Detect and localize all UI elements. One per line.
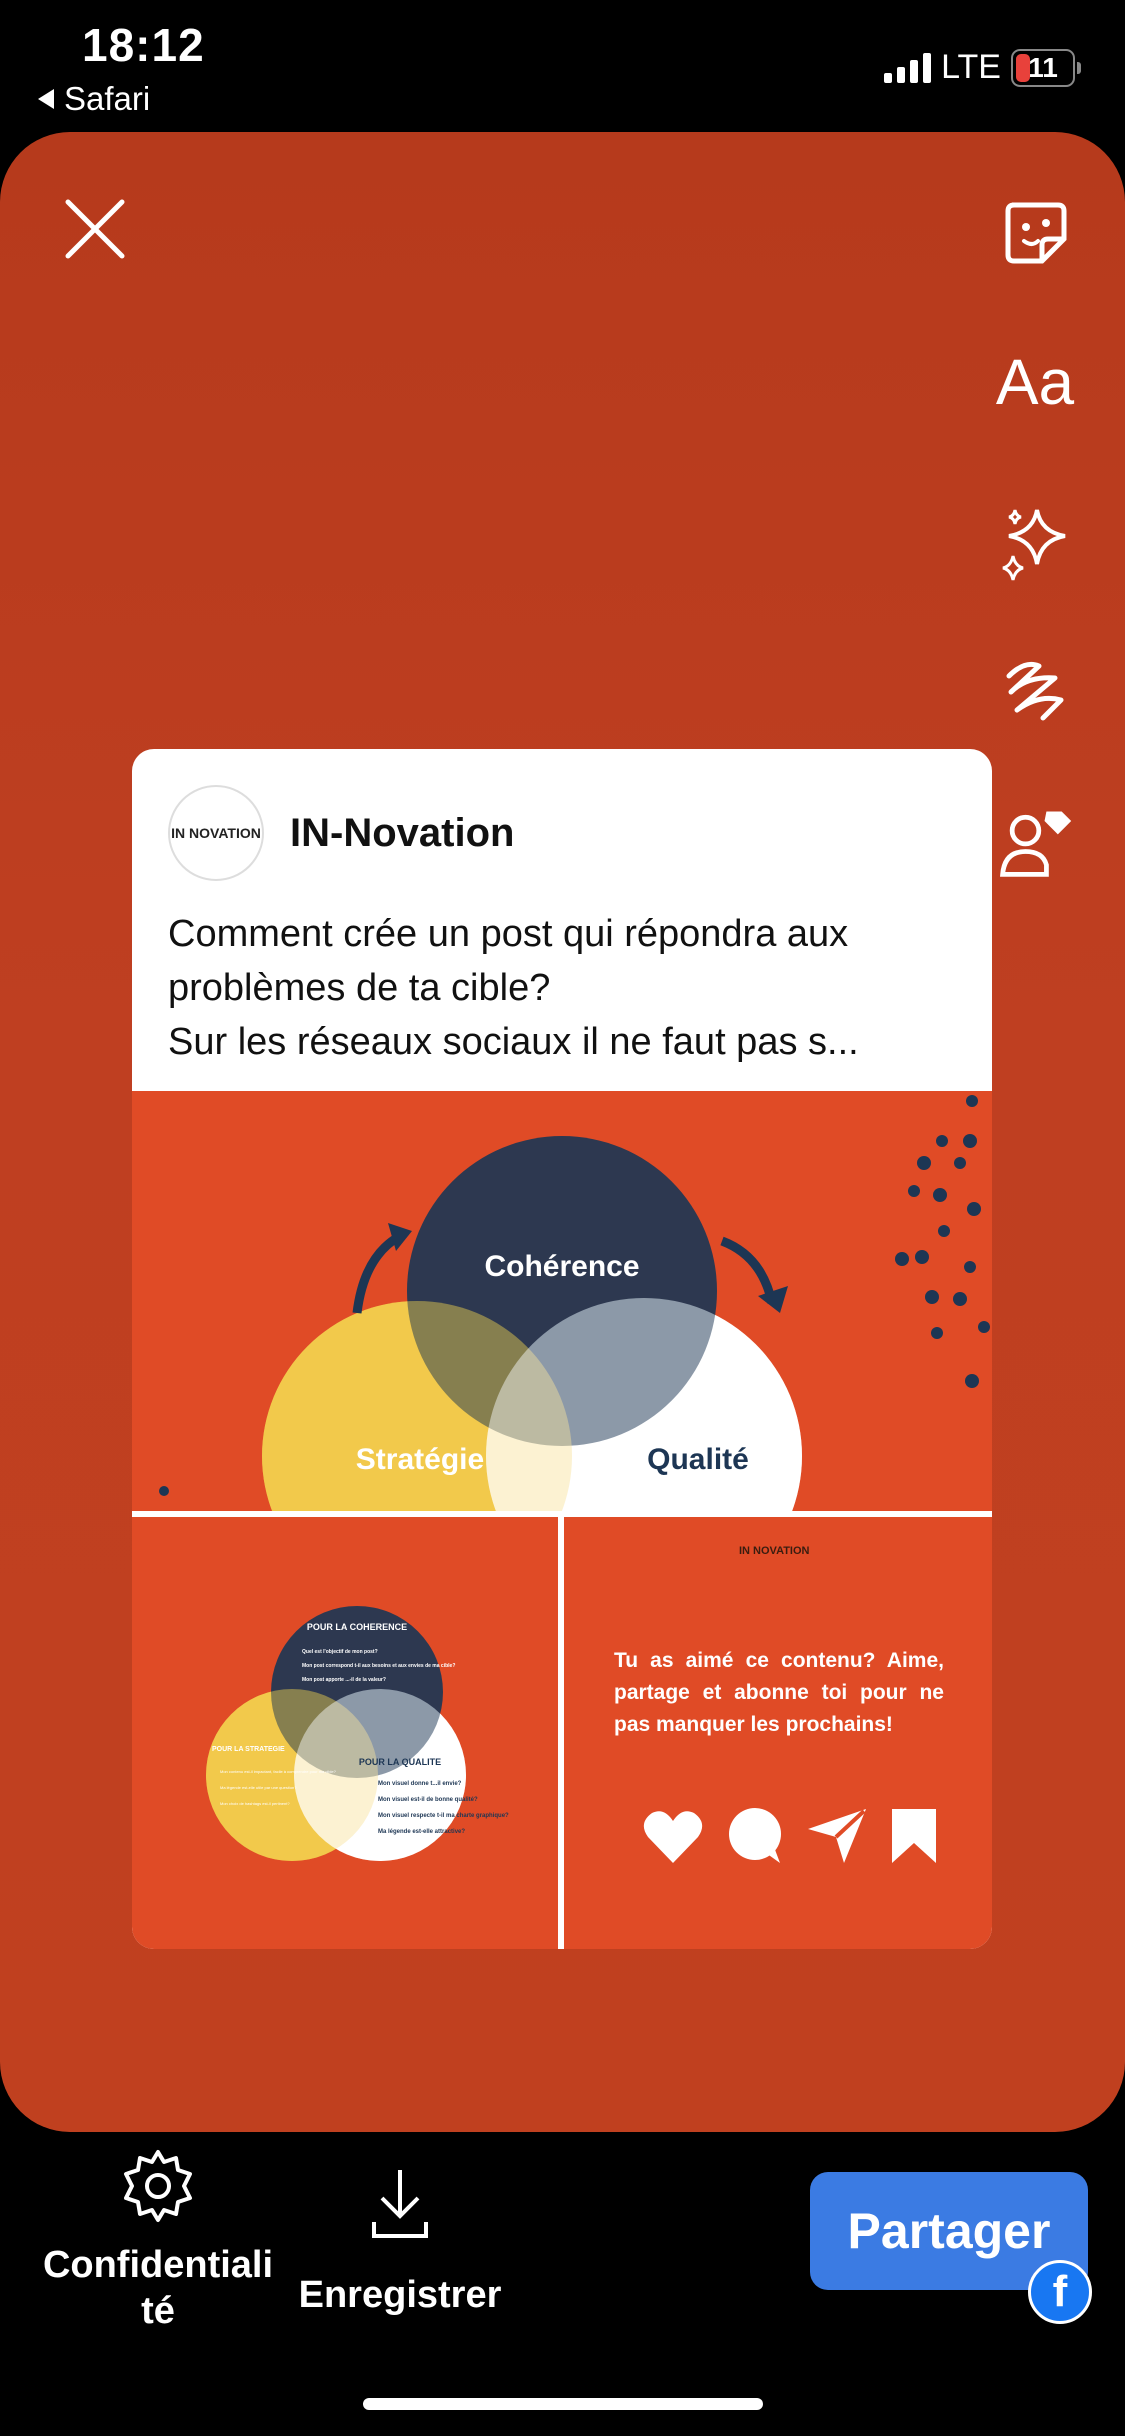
tile-label-coherence: POUR LA COHERENCE xyxy=(306,1622,408,1632)
author-name: IN-Novation xyxy=(290,810,515,855)
coherence-line: Mon post apporte ...-il de la valeur? xyxy=(302,1677,386,1683)
privacy-label-line-2: té xyxy=(141,2290,175,2332)
home-indicator[interactable] xyxy=(363,2398,763,2410)
send-icon xyxy=(806,1807,868,1865)
qualite-line: Mon visuel est-il de bonne qualité? xyxy=(378,1797,478,1803)
strategie-line: Mon contenu est-il impactant, facile à comprendre pour ma cible? xyxy=(220,1769,336,1774)
tile-logo: IN NOVATION xyxy=(739,1545,810,1557)
text-tool-label: Aa xyxy=(995,346,1075,418)
back-arrow-icon xyxy=(38,89,54,109)
avatar-logo-text: IN NOVATION xyxy=(171,825,261,841)
sparkles-icon[interactable] xyxy=(995,502,1075,582)
caption-line: Comment crée un post qui répondra aux xyxy=(168,913,849,955)
heart-icon xyxy=(642,1807,704,1865)
hero-label-coherence: Cohérence xyxy=(484,1250,640,1283)
post-caption xyxy=(168,907,968,1069)
tag-people-icon[interactable] xyxy=(995,802,1075,882)
story-canvas xyxy=(0,132,1125,2132)
hero-label-strategie: Stratégie xyxy=(355,1443,485,1476)
cta-text: Tu as aimé ce contenu? Aime, partage et abonne toi pour ne pas manquer les prochains! xyxy=(614,1649,944,1736)
battery-icon xyxy=(1011,49,1075,87)
hero-label-qualite: Qualité xyxy=(647,1443,749,1476)
facebook-icon: f xyxy=(1028,2260,1092,2324)
strategie-line: Ma légende est-elle utile par une question? xyxy=(220,1785,297,1790)
tile-label-qualite: POUR LA QUALITE xyxy=(358,1757,442,1767)
bookmark-icon xyxy=(890,1807,938,1865)
qualite-line: Ma légende est-elle attractive? xyxy=(378,1829,466,1835)
coherence-line: Quel est l'objectif de mon post? xyxy=(302,1649,378,1655)
cta-icons xyxy=(642,1807,938,1865)
save-button[interactable] xyxy=(290,2166,510,2317)
back-to-safari[interactable] xyxy=(38,80,150,118)
back-app-label: Safari xyxy=(64,80,151,117)
caption-line: Sur les réseaux sociaux il ne faut pas s... xyxy=(168,1021,859,1063)
save-label: Enregistrer xyxy=(298,2274,502,2316)
comment-icon xyxy=(726,1807,784,1865)
download-icon xyxy=(370,2166,430,2240)
post-hero-image xyxy=(132,1091,992,1511)
privacy-button[interactable] xyxy=(30,2148,286,2334)
status-time: 18:12 xyxy=(82,19,205,71)
shared-post-card[interactable] xyxy=(132,749,992,1949)
qualite-line: Mon visuel respecte t-il ma charte graphique? xyxy=(378,1813,509,1819)
text-tool[interactable] xyxy=(995,342,1075,422)
scribble-icon[interactable] xyxy=(995,652,1075,732)
signal-icon xyxy=(884,53,931,83)
network-label: LTE xyxy=(941,48,1001,86)
post-tile-cta xyxy=(564,1517,992,1949)
author-avatar xyxy=(168,785,264,881)
caption-line: problèmes de ta cible? xyxy=(168,967,551,1009)
gear-icon xyxy=(120,2148,196,2224)
sticker-icon[interactable] xyxy=(995,192,1075,272)
battery-level: 11 xyxy=(1028,51,1058,83)
post-header xyxy=(168,785,514,881)
share-button[interactable]: Partager xyxy=(810,2172,1088,2290)
tile-label-strategie: POUR LA STRATEGIE xyxy=(212,1746,285,1753)
close-icon[interactable] xyxy=(60,194,130,264)
privacy-label-line-1: Confidentiali xyxy=(42,2244,274,2286)
post-tile-checklist xyxy=(132,1517,558,1949)
strategie-line: Mon choix de hashtags est-il pertinent? xyxy=(220,1801,290,1806)
coherence-line: Mon post correspond t-il aux besoins et aux envies de ma cible? xyxy=(302,1663,456,1669)
status-indicators xyxy=(884,48,1075,87)
qualite-line: Mon visuel donne t...il envie? xyxy=(378,1781,462,1787)
